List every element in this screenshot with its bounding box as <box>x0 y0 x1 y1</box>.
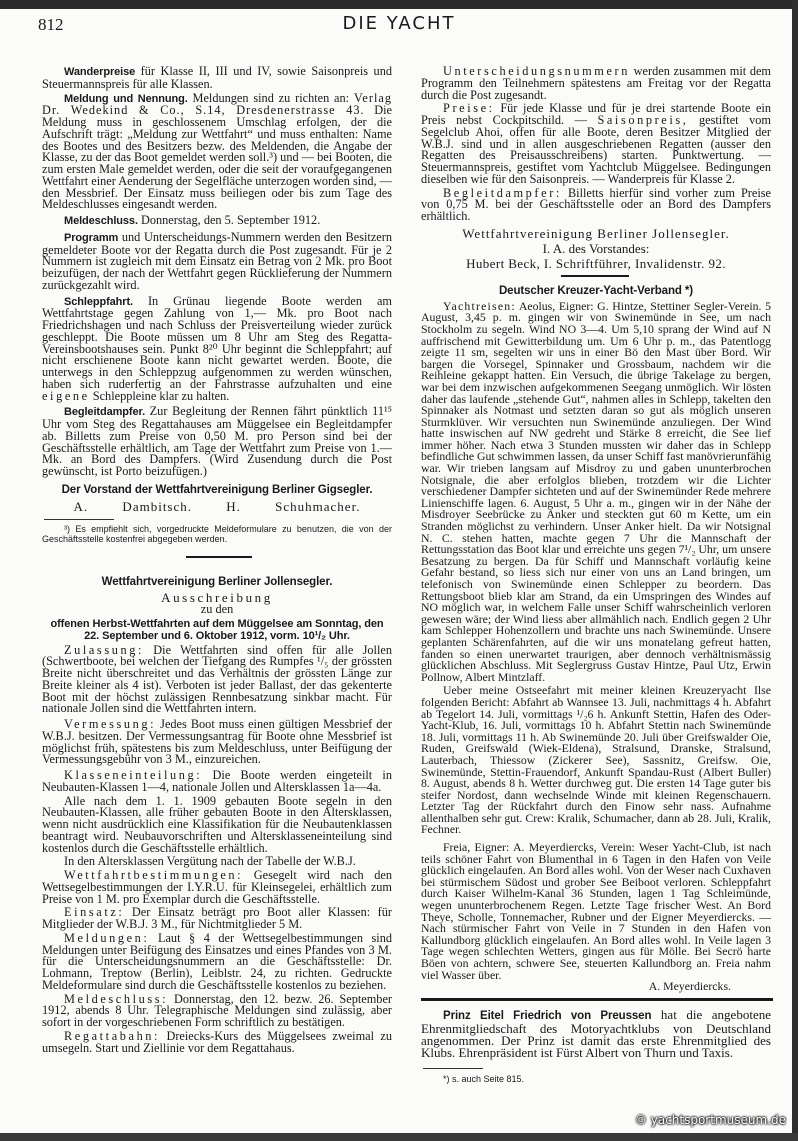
footnote-rule <box>44 519 114 520</box>
paragraph-regattabahn <box>42 1028 392 1055</box>
publisher-address: Verlag Dr. Wedekind & Co., S.14, Dresdenerstrasse 43. <box>42 90 392 118</box>
lead: Klasseneinteilung: <box>64 768 203 782</box>
text: Die Boote werden eingeteilt in Neubauten-Klassen 1—4, nationale Jollen und Altersklassen 1a—4a. <box>42 768 392 794</box>
paragraph-yachtreisen <box>421 298 771 684</box>
paragraph-schleppfahrt <box>42 293 392 403</box>
text: Zur Begleitung der Rennen fährt pünktlich 11¹⁵ Uhr vom Steg des Regattahauses am Müggelsee ein Begleitdampfer ab. Billetts zum Preise von 0,50 M. pro Person sind bei der Geschäftsstelle erhältlich, am Tage der Wettfahrt zum Preise von 1.— Mk. an Bord des Dampfers. (Wird Zusendung durch die Post gewünscht, ist Porto beizufügen.) <box>42 404 392 478</box>
page-number: 812 <box>38 15 64 34</box>
text: Jedes Boot muss einen gültigen Messbrief der W.B.J. besitzen. Der Vermessungsantrag für Boote ohne Messbrief ist möglichst früh, spätestens bis zum Meldeschluss, unter Beifügung der Vermessungsgebühr von 3 M., einzureichen. <box>42 717 392 767</box>
event-title: offenen Herbst-Wettfahrten auf dem Müggelsee am Sonntag, den 22. September und 6. Oktober 1912, vorm. 10¹/₂ Uhr. <box>50 617 384 642</box>
paragraph-vermessung <box>42 719 392 766</box>
text: In den Altersklassen Vergütung nach der Tabelle der W.B.J. <box>64 854 356 869</box>
text: Donnerstag, den 5. September 1912. <box>137 213 321 227</box>
paragraph-preise <box>421 103 771 185</box>
signature-org: Der Vorstand der Wettfahrtvereinigung Berliner Gigsegler. <box>61 483 373 496</box>
paragraph-wanderpreise <box>42 66 392 91</box>
report-signature: A. Meyerdiercks. <box>648 979 731 994</box>
lead: Begleitdampfer. <box>64 406 146 419</box>
section-org-heading: Wettfahrtvereinigung Berliner Jollensegler. <box>101 575 333 588</box>
text: Für jede Klasse und für je drei startende Boote ein Preis nebst Cockpitschild. — <box>421 101 771 127</box>
paragraph-zulassung <box>42 642 392 716</box>
section-divider-wavy <box>421 998 773 1001</box>
paragraph-einsatz <box>42 907 392 931</box>
paragraph-ostseefahrt: Ueber meine Ostseefahrt mit meiner kleinen Kreuzeryacht Ilse folgenden Bericht: Abfahrt ab Wannsee 13. Juli, nachmittags 4 h. Abfahrt ab Tegelort 14. Juli, vormittags ¹/₂6 h. Ankunft Stettin, Hafen des Oder-Yacht-Klub, 16. Juli, vormittags 10 h. Abfahrt Stettin nach Swinemünde 18. Juli, vormittags 11 h. Ab Swinemünde 20. Juli über Greifswalder Oie, Ruden, Greifswald (Wiek-Eldena), Stralsund, Dranske, Stralsund, Lauterbach, Thiessow (Zickerer See), Sassnitz, Greifsw. Oie, Swinemünde, Stettin-Frauendorf, Ankunft Spandau-Rust (Albert Buller) 8. August, abends 8 h. Wetter durchweg gut. Die ersten 14 Tage guter bis steifer Nordost, dann wechselnde Winde mit kleinen Regenschauern. Letzter Tag der Rückfahrt durch den Finow sehr nass. Aufnahme allenthalben sehr gut. Crew: Kralik, Schumacher, dann ab 28. Juli, Kralik, Fechner. <box>421 683 771 837</box>
scan-border-bottom <box>0 1133 798 1141</box>
text: Alle nach dem 1. 1. 1909 gebauten Boote segeln in den Neubauten-Klassen, alle früher gebauten Boote in den Altersklassen, wenn nicht ausdrücklich eine Klassifikation für die Neubautenklassen beantragt wird. Neubauvorschriften und Altersklasseneinteilung sind kostenlos durch die Geschäftsstelle erhältlich. <box>42 793 392 855</box>
lead: Vermessung: <box>64 717 157 731</box>
left-column <box>42 66 392 1074</box>
text: Dreiecks-Kurs des Müggelsees zweimal zu umsegeln. Start und Ziellinie vor dem Regattahaus. <box>42 1028 392 1055</box>
text: Die Wettfahrten sind offen für alle Jollen (Schwertboote, bei welchen der Tiefgang des Rumpfes ¹/₅ der grössten Breite nicht überschreitet und das Verhältnis der grössten Länge zur Breite kleiner als 4 ist). Verboten ist jeder Ballast, der das gekenterte Boot mit der höchst zulässigen Rennbesatzung sinkbar macht. Für nationale Jollen sind die Wettfahrten intern. <box>42 642 392 716</box>
lead: Zulassung: <box>64 642 144 657</box>
paragraph-wettfahrtbestimmungen <box>42 870 392 905</box>
lead: Meldeschluss. <box>64 215 138 227</box>
lead: Prinz Eitel Friedrich von Preussen <box>443 1009 652 1022</box>
lead: Unterscheidungsnummern <box>443 64 630 78</box>
lead: Programm <box>64 231 119 244</box>
lead: Wettfahrtbestimmungen: <box>64 868 244 882</box>
lead: Schleppfahrt. <box>64 295 133 308</box>
lead: Meldeschluss: <box>64 991 169 1006</box>
scan-border-top <box>0 0 798 9</box>
lead: Meldungen: <box>64 930 150 945</box>
text: Gesegelt wird nach den Wettsegelbestimmungen der I.Y.R.U. für Kleinsegelei, erhältlich zum Preise von 1 M. pro Exemplar durch die Geschäftsstelle. <box>42 868 392 906</box>
paragraph-neubauten <box>42 793 392 855</box>
section-title: Ausschreibung <box>161 589 273 605</box>
paragraph-begleitdampfer-2 <box>421 185 771 223</box>
lead: Preise: <box>443 101 495 116</box>
right-column <box>421 66 771 1104</box>
text: werden zusammen mit dem Programm den Teilnehmern spätestens am Freitag vor der Regatta durch die Post zugesandt. <box>421 64 771 102</box>
text: Schleppleine klar zu halten. <box>89 388 230 403</box>
text: Der Einsatz beträgt pro Boot aller Klassen: für Mitglieder der W.B.J. 3 M., für Nichtmitglieder 5 M. <box>42 905 392 931</box>
text: Die Meldung muss in geschlossenem Umschlag erfolgen, der die Aufschrift trägt: „Meldung zur Wettfahrt“ und muss enthalten: Name des Bootes und des Besitzers bezw. des Meldenden, die Angabe der Klasse, zu der das Boot gemeldet werden soll.³) und — bei Booten, die zum ersten Male gemeldet werden, oder die seit der voraufgegangenen Wettfahrt einer Aenderung der Segelfläche unterzogen worden sind, — den Messbrief. Der Einsatz muss beiliegen oder bis zum Tage des Meldeschlusses eingesandt werden. <box>42 103 392 212</box>
text: hat die angebotene Ehrenmitgliedschaft des Motoryachtklubs von Deutschland angenommen. Der Prinz ist damit das erste Ehrenmitglied des Klubs. Ehrenpräsident ist Fürst Albert von Thurn und Taxis. <box>421 1006 771 1060</box>
footnote: *) s. auch Seite 815. <box>443 1074 525 1085</box>
paragraph-begleitdampfer <box>42 406 392 478</box>
signature-names <box>42 500 392 514</box>
text: Aeolus, Eigner: G. Hintze, Stettiner Segler-Verein. 5 August, 3,45 p. m. gingen wir von Swinemünde in See, um nach Stockholm zu segeln. Wind NO 3—4. Um 5,10 sprang der Wind auf N auffrischend mit Gewitterbildung um. Um 6 Uhr p. m., das Patentlogg zeigte 11 sm, segelten wir uns in einer Bö den Mast über Bord. Wir bargen die Vorsegel, Spinnaker und Grossbaum, nachdem wir die Reihleine gekappt hatten. Ein Versuch, die übrige Takelage zu bergen, war bei dem inzwischen aufgekommenen Seegang unmöglich. Wir lösten daher das laufende „stehende Gut“, nahmen alles in Schlepp, takelten den Spinnaker als Notmast und setzten daran so gut als möglich unseren Sturmklüver. Wir versuchten nun Swinemünde anzuliegen. Der Wind hatte inswischen auf NW gedreht und Stärke 8 erreicht, die See lief immer höher. Nach etwa 3 Stunden mussten wir daher das in Schlepp befindliche Gut schwimmen lassen, da unser Schiff fast manövrierunfähig war. Wir trieben langsam auf Misdroy zu und gaben ununterbrochen Notsignale, die aber erfolglos blieben, trotzdem wir die Lichter verschiedener Dampfer sichteten und auf der Swinemünder Rede mehrere Linienschiffe lagen. 6. August, 5 Uhr a. m., gingen wir in der Nähe der Misdroyer Seebrücke zu Anker und steckten gut 60 m Kette, um ein Stranden möglichst zu verhindern. Unser Anker hielt. Da wir Notsignal N. C. stehen hatten, machte gegen 7 Uhr die Mannschaft der Rettungsstation das Boot klar und erreichte uns gegen 7¹/₂ Uhr, um unsere Besatzung zu bergen. Da für Schiff und Mannschaft vorläufig keine Gefahr bestand, so liess sich nur einer von uns an Land bringen, um telefonisch von Swinemünde einen Schlepper zu beordern. Das Rettungsboot blieb klar am Strand, da ein Umspringen des Windes auf NO möglich war, in welchem Falle unser Schiff wahrscheinlich verloren gewesen wäre; der Wind liess aber allmählich nach. Endlich gegen 2 Uhr kam Schlepper Hohenzollern und brachte uns nach Swinemünde. Unsere geplanten Schärenfahrten, auf die wir uns monatelang gefreut hatten, fanden so einen unerwartet traurigen, aber dennoch verhältnismässig glücklichen Abschluss. Mit Seglergruss Gustav Hintze, Paul Utz, Erwin Pollnow, Albert Mintzlaff. <box>421 298 771 684</box>
watermark: © yachtsportmuseum.de <box>634 1113 786 1127</box>
signature-name: H. Schuhmacher. <box>226 498 361 514</box>
section-heading: Deutscher Kreuzer-Yacht-Verband *) <box>498 284 694 297</box>
scan-border-right <box>792 0 798 1141</box>
signature-name: A. Dambitsch. <box>73 498 193 514</box>
text: Donnerstag, den 12. bezw. 26. September 1912, abends 8 Uhr. Telegraphische Meldungen sind zulässig, aber sofort in der vorgeschriebenen Form schriftlich zu bestätigen. <box>42 991 392 1029</box>
lead: Meldung und Nennung. <box>64 92 188 105</box>
signature-name: Hubert Beck, I. Schriftführer, Invalidenstr. 92. <box>466 255 726 271</box>
lead: Regattabahn: <box>64 1028 161 1043</box>
text: eigene <box>42 388 90 403</box>
lead: Wanderpreise <box>64 66 136 78</box>
section-subtitle: zu den <box>200 601 234 616</box>
text: Saisonpreis, <box>597 113 689 127</box>
text: Meldungen sind zu richten an: <box>187 90 354 105</box>
paragraph-meldung <box>42 90 392 212</box>
paragraph-meldungen <box>42 930 392 992</box>
lead: Yachtreisen: <box>443 298 516 313</box>
text: gestiftet vom Segelclub Ahoi, offen für alle Boote, deren Besitzer Mitglied der W.B.J. sind und in allen ausgeschriebenen Regatten (ausser den Regatten des Preisausschreibens) starten. Punktwertung. — Steuermannspreis, gestiftet vom Yachtclub Müggelsee. Bedingungen dieselben wie für den Saisonpreis. — Wanderpreis für Klasse 2. <box>421 113 771 186</box>
paragraph-altersklassen <box>42 856 392 868</box>
paragraph-meldeschluss <box>42 215 392 228</box>
text: In Grünau liegende Boote werden am Wettfahrtstage gegen Zahlung von 1,— Mk. pro Boot nach Friedrichshagen und nach Schluss der Preisverteilung wieder zurück geschleppt. Die Boote müssen um 8 Uhr am Steg des Regatta-Vereinsbootshauses sein. Punkt 8²⁰ Uhr beginnt die Schleppfahrt; auf nicht erschienene Boote kann nicht gewartet werden. Boote, die unterwegs in den Schleppzug aufgenommen zu werden wünschen, haben sich ruderfertig an der Fahrstrasse aufzuhalten und eine <box>42 293 392 391</box>
section-divider <box>186 556 252 558</box>
section-divider <box>561 275 629 277</box>
lead: Einsatz: <box>64 905 125 920</box>
text: Laut § 4 der Wettsegelbestimmungen sind Meldungen unter Beifügung des Einsatzes und eines Pfandes von 3 M. für die Unterscheidungsnummern an die Geschäftsstelle: Dr. Lohmann, Treptow (Berlin), Leiblstr. 24, zu richten. Gedruckte Meldeformulare sind durch die Geschäftsstelle kostenlos zu beziehen. <box>42 930 392 992</box>
text: Billetts hierfür sind vorher zum Preise von 0,75 M. bei der Geschäftsstelle oder an Bord des Dampfers erhältlich. <box>421 185 771 223</box>
text: für Klasse II, III und IV, sowie Saisonpreis und Steuermannspreis für alle Klassen. <box>42 64 392 91</box>
paragraph-prinz <box>421 1006 771 1060</box>
text: und Unterscheidungs-Nummern werden den Besitzern gemeldeter Boote vor der Regatta durch die Post zugesandt. Für je 2 Nummern ist zugleich mit dem Einsatz ein Betrag von 2 Mk. pro Boot beizufügen, der nach der Wettfahrt gegen Rücklieferung der Nummern zurückgezahlt wird. <box>42 229 392 292</box>
lead: Begleitdampfer: <box>443 185 562 200</box>
signature-org: Wettfahrtvereinigung Berliner Jollensegler. <box>462 225 730 241</box>
paragraph-meldeschluss-2 <box>42 991 392 1029</box>
paragraph-unterscheidungsnummern <box>421 66 771 101</box>
paragraph-freia: Freia, Eigner: A. Meyerdiercks, Verein: Weser Yacht-Club, ist nach teils schöner Fahrt von Blumenthal in 6 Tagen in den Hafen von Veile glücklich eingelaufen. An Bord alles wohl. Von der Weser nach Cuxhaven bei stürmischem Südost und grober See Beiboot verloren. Schleppfahrt durch Kaiser Wilhelm-Kanal 36 Stunden, lagen 1 Tag Schleimünde, wegen ununterbrochenem Regen. Letzte Tage frischer West. An Bord Theye, Scholle, Tonnemacher, Rubner und der Eigner Meyerdiercks. — Nach stürmischer Fahrt von Veile in 7 Stunden in den Hafen von Kallundborg glücklich eingelaufen. An Bord alles wohl. In Veile lagen 3 Tage wegen schlechten Wetters, gingen aus für Mölle. Bei Secrö harte Böen von achtern, schwere See, steuerten Kallundborg an. Freia nahm viel Wasser über. <box>421 840 771 982</box>
paragraph-programm <box>42 229 392 292</box>
footnote: ³) Es empfiehlt sich, vorgedruckte Meldeformulare zu benutzen, die von der Geschäftsstelle kostenfrei abgegeben werden. <box>42 523 392 544</box>
paragraph-klasseneinteilung <box>42 770 392 794</box>
signature-role: I. A. des Vorstandes: <box>542 240 650 256</box>
footnote-rule <box>423 1068 483 1069</box>
running-title: DIE YACHT <box>342 13 456 34</box>
